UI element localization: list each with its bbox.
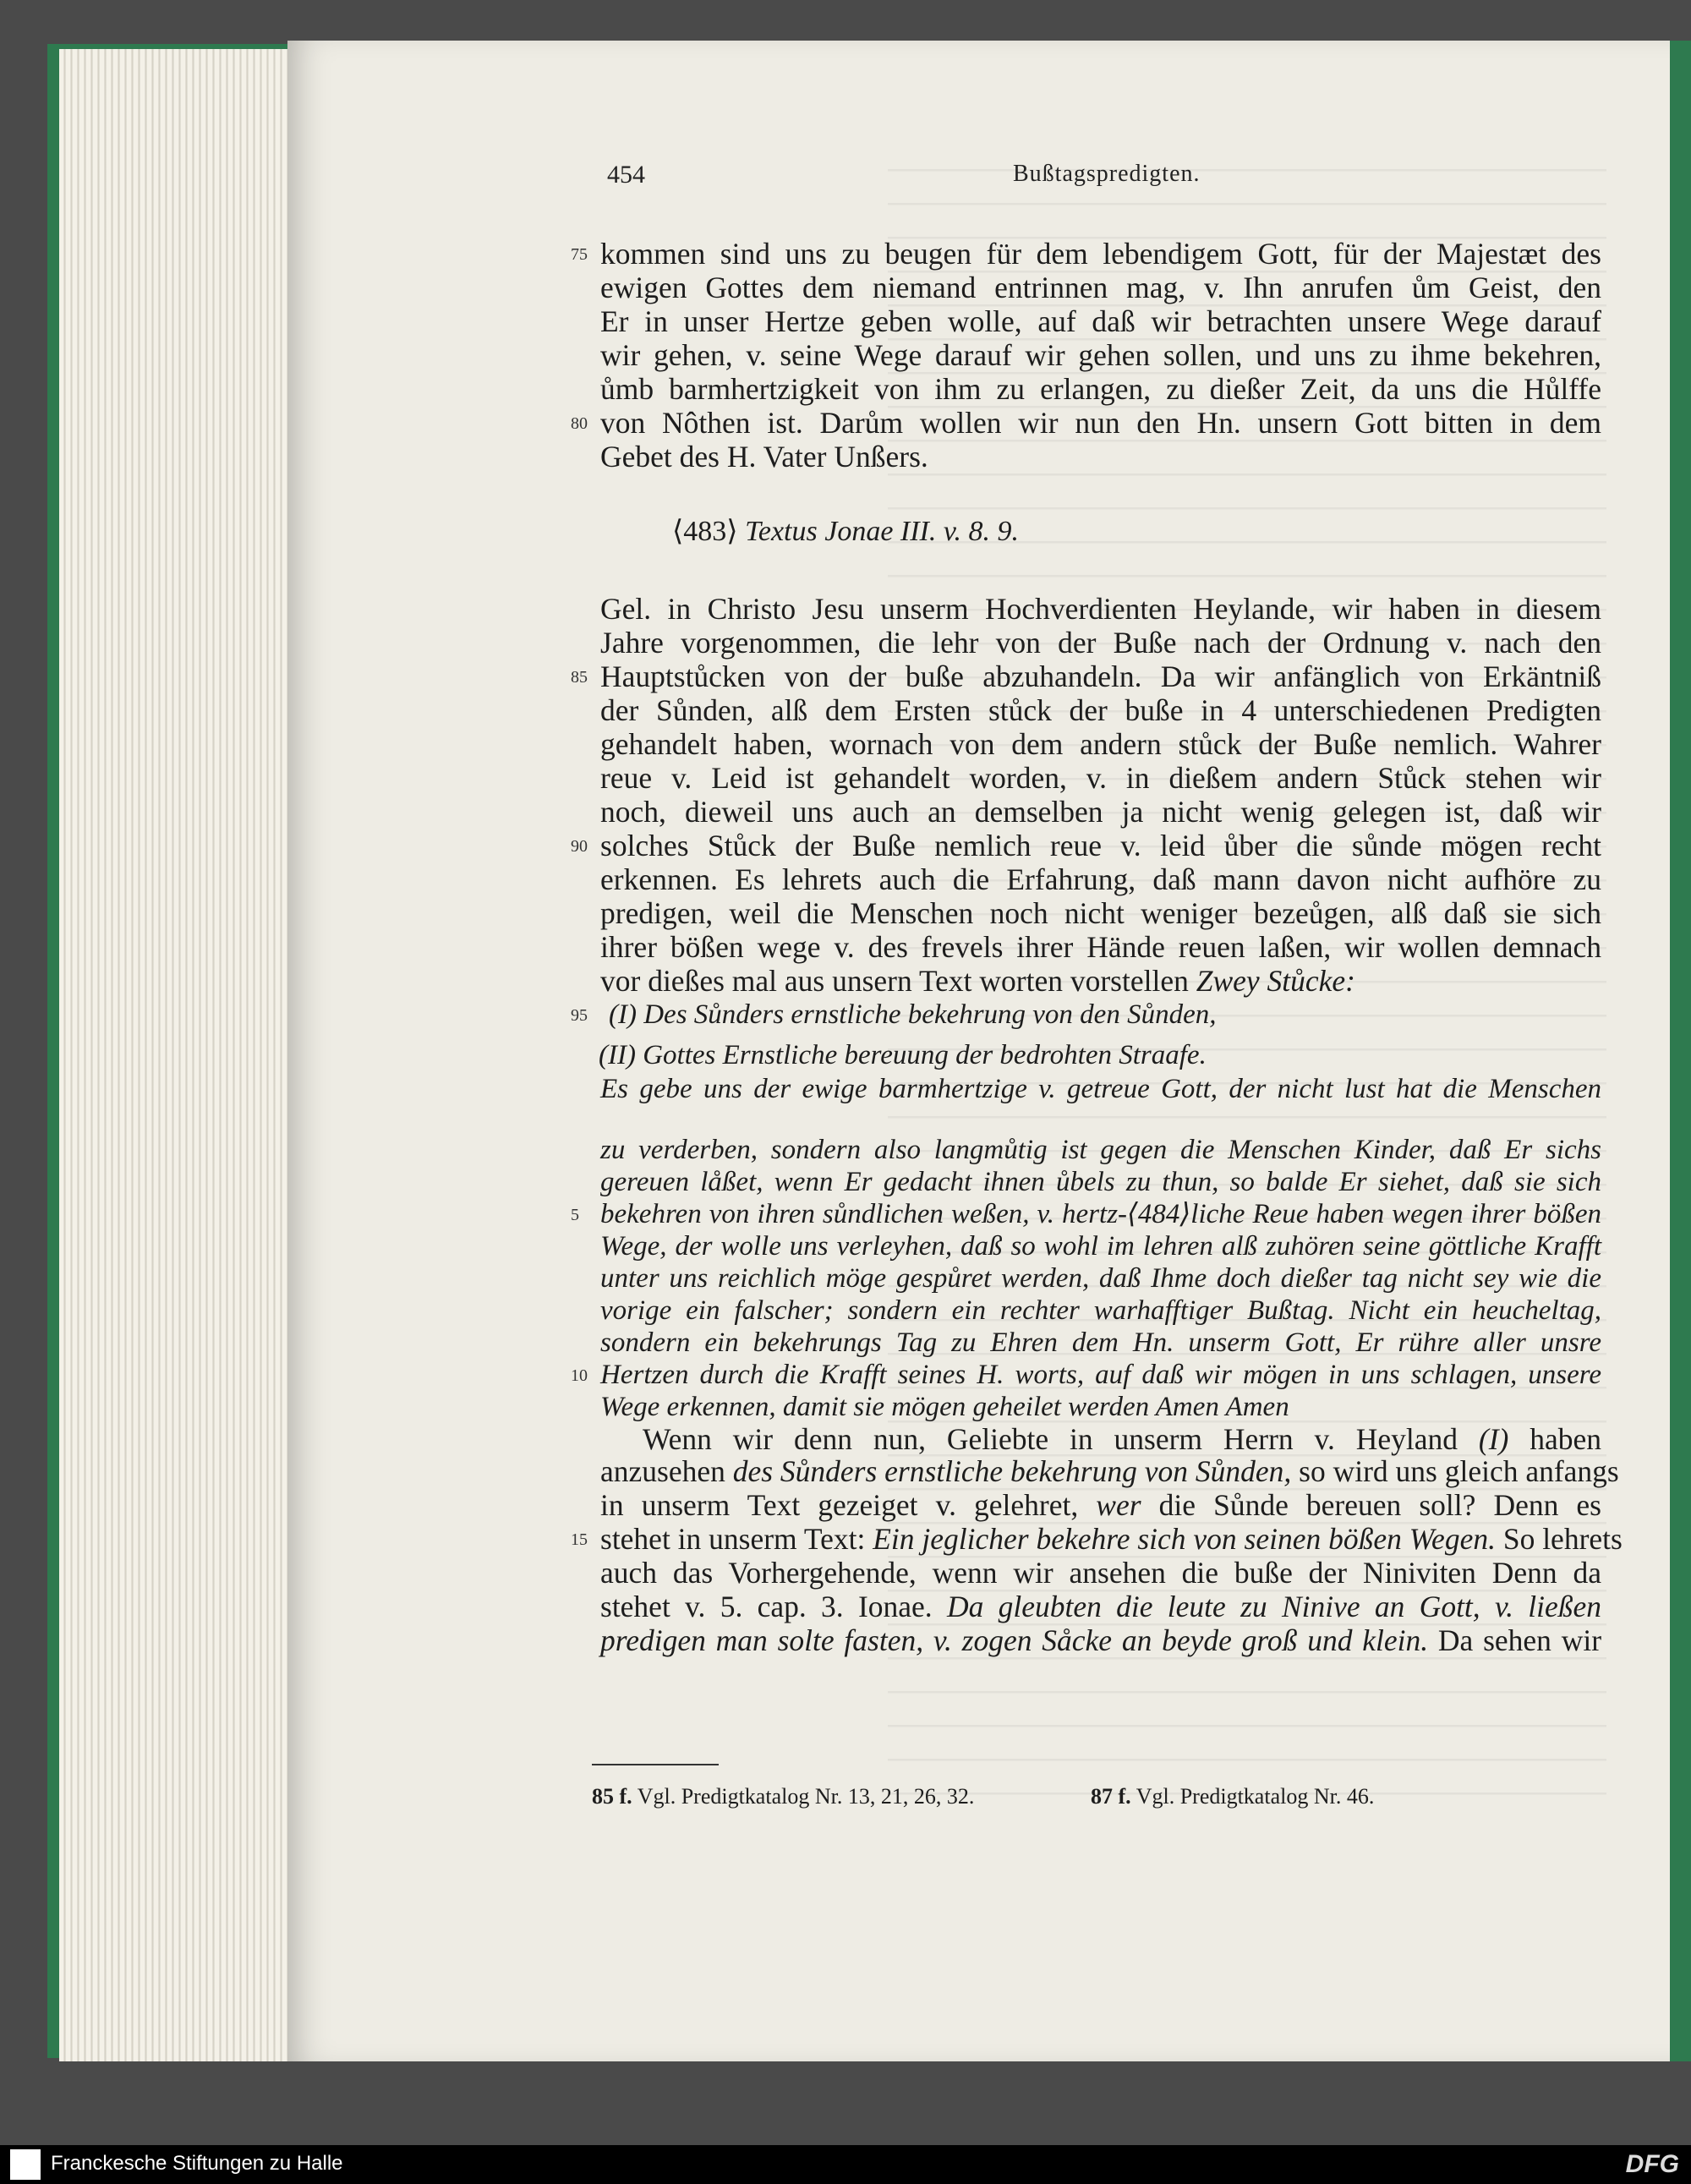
- footnote-rule: [592, 1764, 719, 1765]
- text-span: haben: [1508, 1422, 1602, 1456]
- text-span: Ein jeglicher bekehre sich von seinen bößen Wegen.: [873, 1522, 1496, 1556]
- text-line: [609, 998, 1601, 1032]
- text-span: (I): [1478, 1422, 1509, 1456]
- text-span: zu verderben, sondern also langmůtig ist gegen die Menschen Kinder, daß Er sichs: [600, 1135, 1601, 1165]
- text-span: ůmb barmhertzigkeit von ihm zu erlangen, zu dießer Zeit, da uns die Hůlffe: [600, 372, 1601, 406]
- text-span: predigen, weil die Menschen noch nicht weniger bezeůgen, alß daß sie sich: [600, 896, 1601, 930]
- text-line: [600, 372, 1601, 406]
- footnote-text: Vgl. Predigtkatalog Nr. 46.: [1136, 1784, 1375, 1809]
- dfg-logo: DFG: [1625, 2150, 1679, 2178]
- page-marker: ⟨483⟩: [672, 516, 738, 547]
- text-line: [600, 237, 1601, 271]
- text-span: so wird uns gleich anfangs: [1291, 1454, 1619, 1488]
- text-line: [600, 761, 1601, 795]
- text-line: [600, 1326, 1601, 1360]
- text-span: reue v. Leid ist gehandelt worden, v. in dießem andern Stůck stehen wir: [600, 761, 1601, 795]
- text-span: sondern ein bekehrungs Tag zu Ehren dem Hn. unserm Gott, Er rühre aller unsre: [600, 1327, 1601, 1358]
- text-line: [600, 693, 1601, 727]
- text-span: Jahre vorgenommen, die lehr von der Buße nach der Ordnung v. nach den: [600, 626, 1601, 660]
- text-line: [600, 304, 1601, 338]
- text-line: [600, 1556, 1601, 1590]
- text-line: [600, 1197, 1601, 1231]
- text-line: [600, 1262, 1601, 1295]
- footnote: [1091, 1784, 1374, 1809]
- running-title: Bußtagspredigten.: [1013, 161, 1201, 187]
- line-number: 10: [571, 1366, 588, 1385]
- text-span: vor dießes mal aus unsern Text worten vorstellen: [600, 964, 1189, 998]
- text-line: [600, 406, 1601, 440]
- text-span: predigen man solte fasten, v. zogen Såcke an beyde groß und klein.: [600, 1623, 1429, 1657]
- text-span: vorige ein falscher; sondern ein rechter warhafftiger Bußtag. Nicht ein heucheltag,: [600, 1295, 1601, 1326]
- page-number: 454: [607, 161, 645, 189]
- text-span: stehet in unserm Text:: [600, 1522, 873, 1556]
- facing-page-edge: [1670, 41, 1691, 2061]
- text-line: [600, 930, 1601, 964]
- text-span: Wenn wir denn nun, Geliebte in unserm Herrn v. Heyland: [643, 1422, 1458, 1456]
- line-number: 85: [571, 668, 588, 687]
- section-heading: [0, 514, 1691, 548]
- text-span: noch, dieweil uns auch an demselben ja nicht wenig gelegen ist, daß wir: [600, 795, 1601, 829]
- footnote-ref: 85 f.: [592, 1784, 632, 1809]
- line-number: 75: [571, 245, 588, 264]
- text-span: Da gleubten die leute zu Ninive an Gott, v. ließen: [946, 1590, 1601, 1623]
- text-line: [600, 1488, 1601, 1522]
- text-line: [643, 1422, 1601, 1456]
- text-line: [600, 1623, 1601, 1657]
- text-span: in unserm Text gezeiget v. gelehret,: [600, 1488, 1097, 1522]
- text-span: Es gebe uns der ewige barmhertzige v. getreue Gott, der nicht lust hat die Menschen: [600, 1074, 1601, 1104]
- text-span: ewigen Gottes dem niemand entrinnen mag, v. Ihn anrufen ům Geist, den: [600, 271, 1601, 304]
- text-line: [600, 1454, 1619, 1488]
- text-span: So lehrets: [1495, 1522, 1623, 1556]
- footnote: [592, 1784, 974, 1809]
- line-number: 95: [571, 1006, 588, 1025]
- text-span: gehandelt haben, wornach von dem andern stůck der Buße nemlich. Wahrer: [600, 727, 1601, 761]
- text-line: [600, 660, 1601, 693]
- text-line: [600, 1229, 1601, 1263]
- text-span: (II) Gottes Ernstliche bereuung der bedrohten Straafe.: [599, 1040, 1207, 1070]
- line-number: 15: [571, 1530, 588, 1549]
- text-span: kommen sind uns zu beugen für dem lebendigem Gott, für der Majestæt des: [600, 237, 1601, 271]
- line-number: 5: [571, 1206, 579, 1224]
- text-span: wir gehen, v. seine Wege darauf wir gehen sollen, und uns zu ihme bekehren,: [600, 338, 1601, 372]
- text-line: [600, 1390, 1601, 1424]
- line-number: 80: [571, 414, 588, 433]
- text-line: [599, 1038, 1601, 1072]
- text-span: ihrer bößen wege v. des frevels ihrer Hände reuen laßen, wir wollen demnach: [600, 930, 1601, 964]
- page-block-edge: [59, 49, 289, 2061]
- text-line: [600, 896, 1601, 930]
- text-span: Gel. in Christo Jesu unserm Hochverdienten Heylande, wir haben in diesem: [600, 592, 1601, 626]
- text-span: Wege erkennen, damit sie mögen geheilet werden Amen Amen: [600, 1392, 1289, 1422]
- text-span: Da sehen wir: [1428, 1623, 1602, 1657]
- text-span: auch das Vorhergehende, wenn wir ansehen die buße der Niniviten Denn da: [600, 1556, 1601, 1590]
- text-span: stehet v. 5. cap. 3. Ionae.: [600, 1590, 947, 1623]
- text-span: solches Stůck der Buße nemlich reue v. leid ůber die sůnde mögen recht: [600, 829, 1601, 862]
- text-span: (I) Des Sůnders ernstliche bekehrung von den Sůnden,: [609, 999, 1217, 1030]
- heading-title: Textus Jonae III. v. 8. 9.: [745, 516, 1019, 547]
- text-span: bekehren von ihren sůndlichen weßen, v. hertz-⟨484⟩liche Reue haben wegen ihrer bößen: [600, 1199, 1601, 1229]
- footnote-text: Vgl. Predigtkatalog Nr. 13, 21, 26, 32.: [637, 1784, 975, 1809]
- text-line: [600, 1165, 1601, 1199]
- text-line: [600, 1522, 1623, 1556]
- text-line: [600, 727, 1601, 761]
- footnote-ref: 87 f.: [1091, 1784, 1131, 1809]
- line-number: 90: [571, 837, 588, 856]
- text-span: der Sůnden, alß dem Ersten stůck der buße in 4 unterschiedenen Predigten: [600, 693, 1601, 727]
- text-line: [600, 1294, 1601, 1327]
- text-line: [600, 1358, 1601, 1392]
- text-span: von Nôthen ist. Darům wollen wir nun den Hn. unsern Gott bitten in dem: [600, 406, 1601, 440]
- text-line: [600, 338, 1601, 372]
- text-span: Hauptstůcken von der buße abzuhandeln. Da wir anfänglich von Erkäntniß: [600, 660, 1601, 693]
- viewer-footer-bar: [0, 2145, 1691, 2184]
- text-span: Gebet des H. Vater Unßers.: [600, 440, 928, 473]
- text-line: [600, 1072, 1601, 1106]
- text-span: wer: [1096, 1488, 1141, 1522]
- text-line: [600, 592, 1601, 626]
- text-span: anzusehen: [600, 1454, 733, 1488]
- text-line: [600, 1590, 1601, 1623]
- text-span: Hertzen durch die Krafft seines H. worts, auf daß wir mögen in uns schlagen, unsere: [600, 1360, 1601, 1390]
- text-span: die Sůnde bereuen soll? Denn es: [1141, 1488, 1601, 1522]
- institution-logo-icon: [10, 2149, 41, 2180]
- text-line: [600, 829, 1601, 862]
- text-line: [600, 795, 1601, 829]
- text-span: Wege, der wolle uns verleyhen, daß so wohl im lehren alß zuhören seine göttliche Krafft: [600, 1231, 1601, 1262]
- text-span: unter uns reichlich möge gespůret werden, daß Ihme doch dießer tag nicht sey wie die: [600, 1263, 1601, 1294]
- text-line: [600, 862, 1601, 896]
- text-span: erkennen. Es lehrets auch die Erfahrung, daß mann davon nicht aufhöre zu: [600, 862, 1601, 896]
- text-span: gereuen låßet, wenn Er gedacht ihnen ůbels zu thun, so balde Er siehet, daß sie sich: [600, 1167, 1601, 1197]
- text-line: [600, 1133, 1601, 1167]
- text-span: Er in unser Hertze geben wolle, auf daß wir betrachten unsere Wege darauf: [600, 304, 1601, 338]
- institution-name: Franckesche Stiftungen zu Halle: [51, 2152, 343, 2175]
- text-line: [600, 626, 1601, 660]
- text-line: [600, 271, 1601, 304]
- text-span: des Sůnders ernstliche bekehrung von Sůnden,: [732, 1454, 1292, 1488]
- text-span: Zwey Stůcke:: [1196, 964, 1355, 998]
- text-line: [600, 440, 1601, 473]
- text-line: [600, 964, 1601, 998]
